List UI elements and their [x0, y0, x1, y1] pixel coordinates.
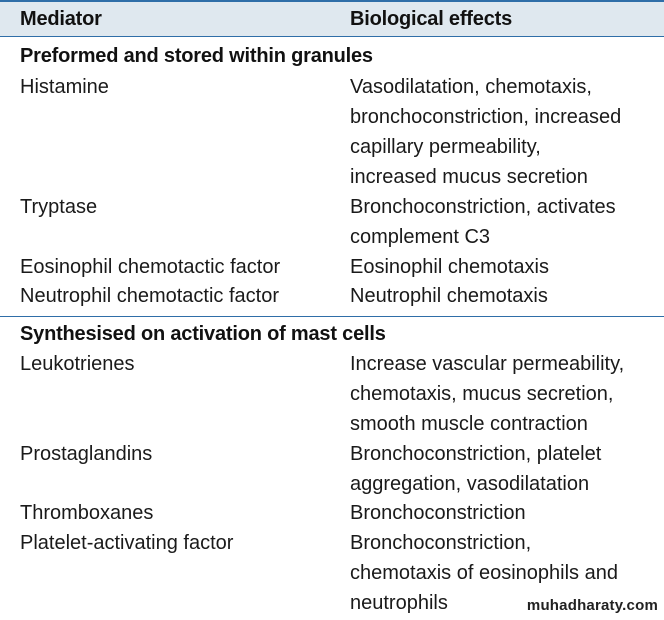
table-header: [0, 0, 664, 37]
mediator-cell: Tryptase: [20, 196, 98, 218]
effects-line: Bronchoconstriction, activates: [350, 196, 616, 218]
effects-line: neutrophils: [350, 592, 448, 614]
effects-line: Vasodilatation, chemotaxis,: [350, 76, 592, 98]
section-divider: [0, 316, 664, 317]
effects-line: increased mucus secretion: [350, 166, 588, 188]
effects-cell: [350, 252, 660, 282]
effects-line: complement C3: [350, 226, 491, 248]
effects-cell: [350, 192, 660, 252]
mediator-cell: Thromboxanes: [20, 502, 154, 524]
effects-line: chemotaxis of eosinophils and: [350, 562, 618, 584]
effects-cell: [350, 281, 660, 311]
effects-line: Bronchoconstriction, platelet: [350, 443, 602, 465]
effects-line: aggregation, vasodilatation: [350, 473, 590, 495]
mediator-cell: Eosinophil chemotactic factor: [20, 256, 281, 278]
effects-cell: [350, 72, 660, 192]
effects-cell: [350, 498, 660, 528]
effects-line: chemotaxis, mucus secretion,: [350, 383, 614, 405]
header-mediator: Mediator: [20, 8, 102, 30]
mediator-cell: Neutrophil chemotactic factor: [20, 285, 280, 307]
watermark-text: muhadharaty.com: [526, 597, 658, 614]
effects-line: Increase vascular permeability,: [350, 353, 625, 375]
effects-line: capillary permeability,: [350, 136, 541, 158]
effects-line: Eosinophil chemotaxis: [350, 256, 549, 278]
effects-cell: [350, 349, 660, 439]
section-title-preformed: Preformed and stored within granules: [20, 45, 373, 67]
effects-cell: [350, 439, 660, 499]
mediator-cell: Histamine: [20, 76, 109, 98]
section-title-synthesised: Synthesised on activation of mast cells: [20, 323, 386, 345]
header-effects: Biological effects: [350, 8, 512, 30]
effects-line: Bronchoconstriction: [350, 502, 526, 524]
effects-line: bronchoconstriction, increased: [350, 106, 622, 128]
mediator-cell: Prostaglandins: [20, 443, 153, 465]
mediator-cell: Platelet-activating factor: [20, 532, 234, 554]
effects-line: Bronchoconstriction,: [350, 532, 532, 554]
effects-line: Neutrophil chemotaxis: [350, 285, 548, 307]
mediator-cell: Leukotrienes: [20, 353, 135, 375]
effects-line: smooth muscle contraction: [350, 413, 588, 435]
